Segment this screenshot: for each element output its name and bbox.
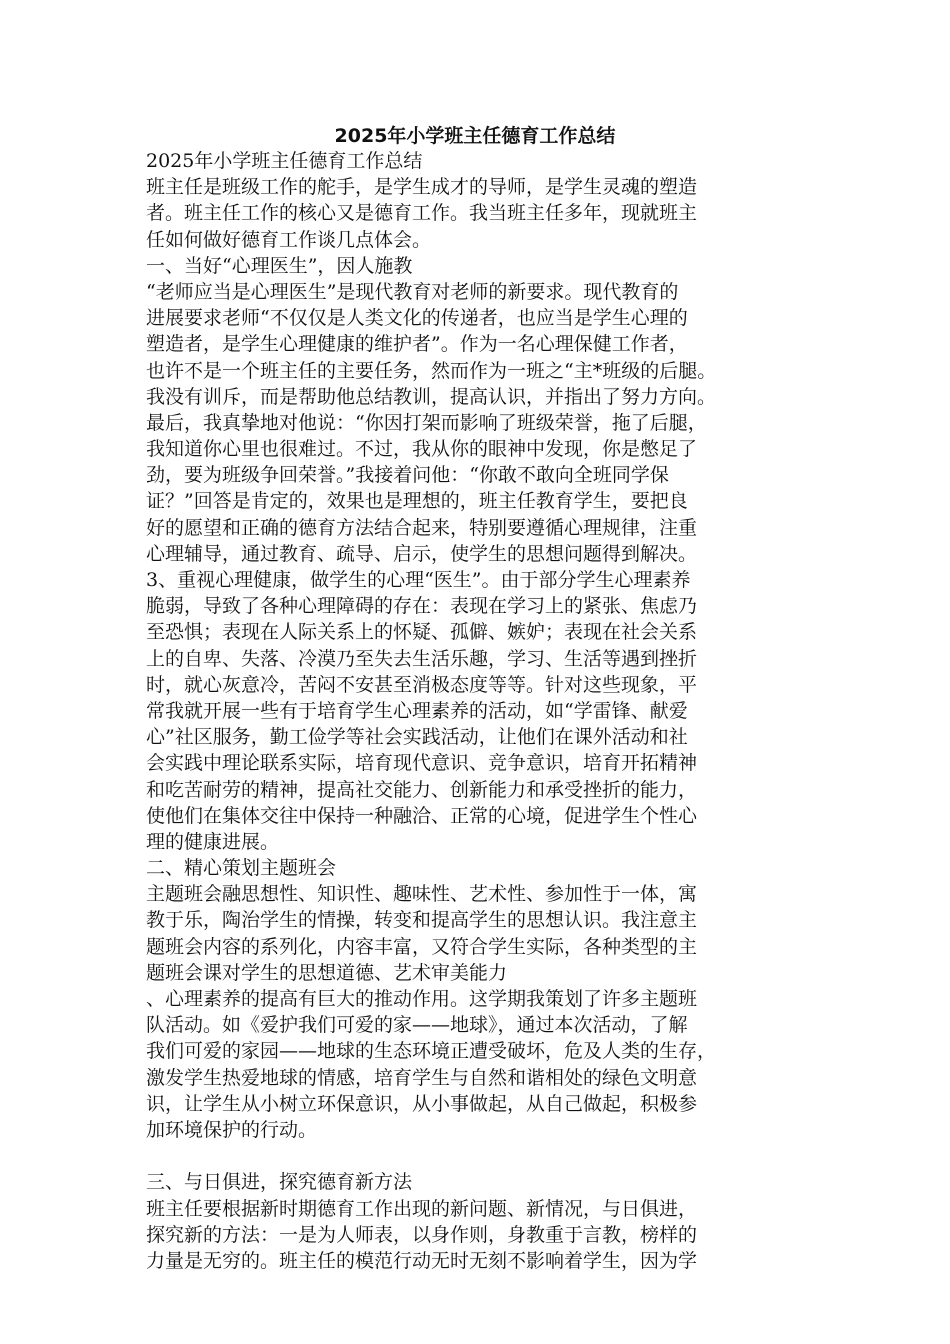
text-line: 题班会内容的系列化，内容丰富，又符合学生实际，各种类型的主 (146, 935, 698, 958)
text-line: 脆弱，导致了各种心理障碍的存在：表现在学习上的紧张、焦虑乃 (146, 595, 698, 618)
text-line: 时，就心灰意冷，苦闷不安甚至消极态度等等。针对这些现象，平 (146, 673, 698, 696)
text-line: 二、精心策划主题班会 (146, 857, 337, 880)
text-line: 常我就开展一些有于培育学生心理素养的活动，如“学雷锋、献爱 (146, 699, 688, 722)
text-line: 3、重视心理健康，做学生的心理“医生”。由于部分学生心理素养 (146, 569, 691, 591)
text-line: 探究新的方法：一是为人师表，以身作则，身教重于言教，榜样的 (146, 1223, 698, 1246)
text-line: 激发学生热爱地球的情感，培育学生与自然和谐相处的绿色文明意 (146, 1066, 698, 1089)
text-line: 队活动。如《爱护我们可爱的家——地球》，通过本次活动，了解 (146, 1014, 688, 1037)
text-line: 塑造者，是学生心理健康的维护者”。作为一名心理保健工作者， (146, 333, 688, 356)
text-line: 者。班主任工作的核心又是德育工作。我当班主任多年，现就班主 (146, 202, 698, 225)
text-line: 识，让学生从小树立环保意识，从小事做起，从自己做起，积极参 (146, 1092, 698, 1115)
text-line: 最后，我真挚地对他说：“你因打架而影响了班级荣誉，拖了后腿， (146, 411, 707, 434)
text-line: 至恐惧；表现在人际关系上的怀疑、孤僻、嫉妒；表现在社会关系 (146, 621, 698, 644)
text-line: 一、当好“心理医生”，因人施教 (146, 254, 413, 277)
text-line: 进展要求老师“不仅仅是人类文化的传递者，也应当是学生心理的 (146, 307, 688, 330)
text-line: 、心理素养的提高有巨大的推动作用。这学期我策划了许多主题班 (146, 988, 698, 1010)
text-line: 劲，要为班级争回荣誉。”我接着问他：“你敢不敢向全班同学保 (146, 464, 669, 487)
text-line: “老师应当是心理医生”是现代教育对老师的新要求。现代教育的 (146, 280, 679, 303)
text-line: 加环境保护的行动。 (146, 1118, 318, 1141)
text-line: 主题班会融思想性、知识性、趣味性、艺术性、参加性于一体，寓 (146, 883, 698, 906)
text-line: 好的愿望和正确的德育方法结合起来，特别要遵循心理规律，注重 (146, 516, 698, 539)
text-line: 班主任要根据新时期德育工作出现的新问题、新情况，与日俱进， (146, 1197, 698, 1220)
text-line: 心”社区服务，勤工俭学等社会实践活动，让他们在课外活动和社 (146, 726, 688, 749)
text-line: 我知道你心里也很难过。不过，我从你的眼神中发现，你是憋足了 (146, 438, 698, 461)
text-line: 证？”回答是肯定的，效果也是理想的，班主任教育学生，要把良 (146, 490, 688, 513)
document-title: 2025年小学班主任德育工作总结 (334, 125, 616, 147)
text-line: 力量是无穷的。班主任的模范行动无时无刻不影响着学生，因为学 (146, 1249, 698, 1272)
text-line: 心理辅导，通过教育、疏导、启示，使学生的思想问题得到解决。 (146, 542, 698, 565)
text-line: 班主任是班级工作的舵手，是学生成才的导师，是学生灵魂的塑造 (146, 176, 698, 199)
text-line: 教于乐，陶治学生的情操，转变和提高学生的思想认识。我注意主 (146, 909, 698, 932)
text-line: 上的自卑、失落、冷漠乃至失去生活乐趣，学习、生活等遇到挫折 (146, 647, 698, 670)
document-body (146, 148, 806, 1274)
text-line: 我们可爱的家园——地球的生态环境正遭受破坏，危及人类的生存， (146, 1040, 717, 1063)
text-line: 使他们在集体交往中保持一种融洽、正常的心境，促进学生个性心 (146, 804, 698, 827)
text-line: 2025年小学班主任德育工作总结 (146, 150, 423, 172)
text-line: 任如何做好德育工作谈几点体会。 (146, 228, 432, 251)
text-line: 和吃苦耐劳的精神，提高社交能力、创新能力和承受挫折的能力， (146, 778, 698, 801)
blank-line (146, 1143, 806, 1169)
text-line: 我没有训斥，而是帮助他总结教训，提高认识，并指出了努力方向。 (146, 385, 717, 408)
text-line: 理的健康进展。 (146, 830, 280, 853)
text-line: 题班会课对学生的思想道德、艺术审美能力 (146, 961, 508, 984)
text-line: 也许不是一个班主任的主要任务，然而作为一班之“主*班级的后腿。 (146, 359, 717, 382)
text-line: 三、与日俱进，探究德育新方法 (146, 1171, 413, 1194)
text-line: 会实践中理论联系实际，培育现代意识、竞争意识，培育开拓精神 (146, 752, 698, 775)
